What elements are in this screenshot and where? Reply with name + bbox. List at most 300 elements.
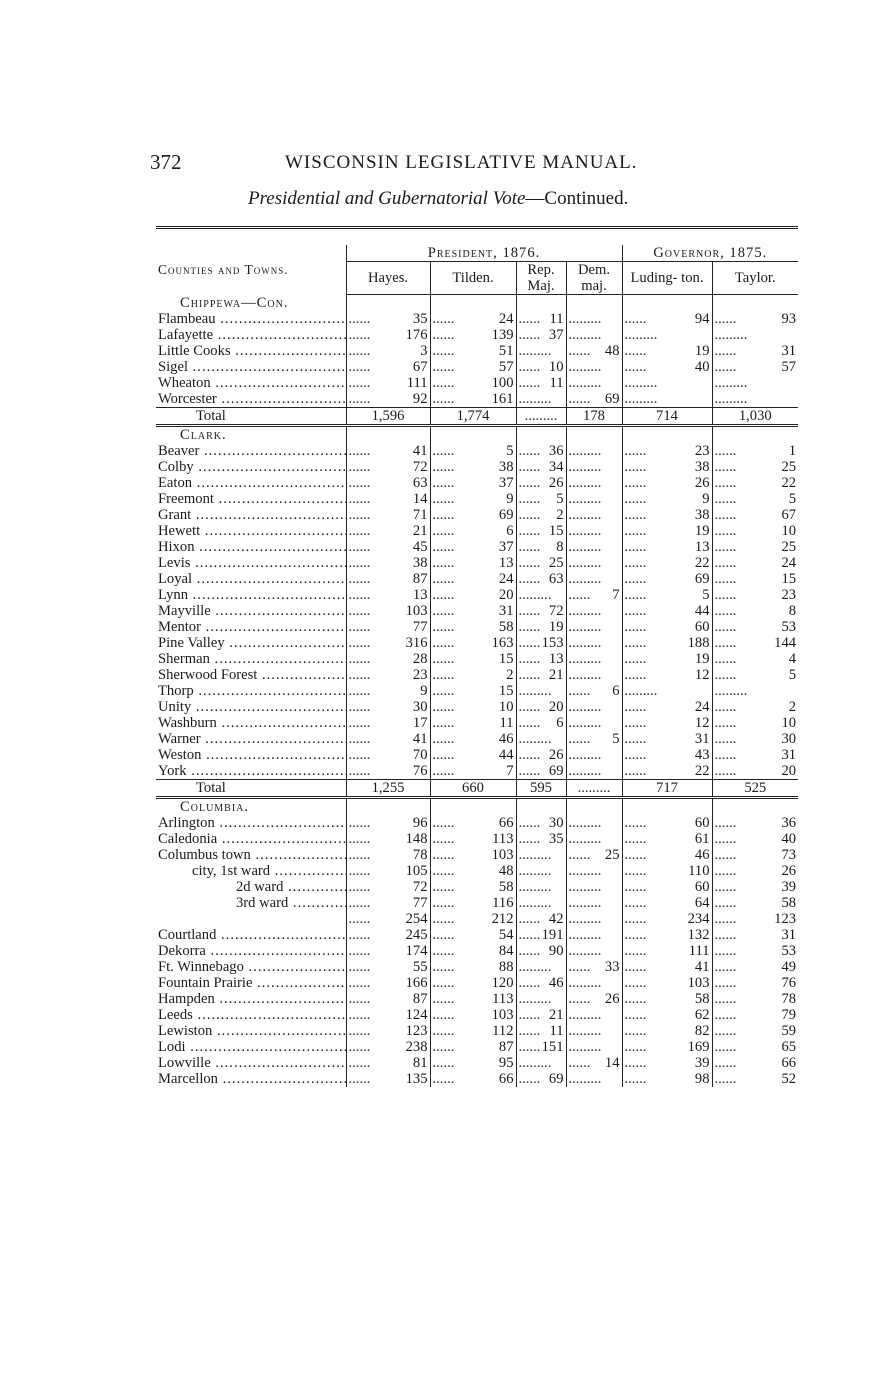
vote-table: [156, 226, 798, 1087]
cell-hayes: ...... 77: [346, 895, 430, 911]
cell-lud: ...... 46: [622, 847, 712, 863]
town-name: [156, 571, 346, 587]
cell-lud: ...... 111: [622, 943, 712, 959]
town-label: Pine Valley: [158, 635, 225, 651]
cell-dem: [566, 1023, 622, 1039]
cell-rep: [516, 895, 566, 911]
town-label: Mentor: [158, 619, 201, 635]
cell-rep: ...... 11: [516, 1023, 566, 1039]
town-name: [156, 327, 346, 343]
cell-dem: ...... 26: [566, 991, 622, 1007]
cell-lud: ...... 9: [622, 491, 712, 507]
running-title: WISCONSIN LEGISLATIVE MANUAL.: [285, 152, 638, 173]
cell-hayes: ...... 78: [346, 847, 430, 863]
town-label: Grant: [158, 507, 192, 523]
cell-dem: [566, 943, 622, 959]
cell-tilden: ...... 113: [430, 831, 516, 847]
town-label: Unity: [158, 699, 192, 715]
table-row: [156, 1023, 798, 1039]
cell-lud: ...... 22: [622, 555, 712, 571]
town-label: Wheaton: [158, 375, 211, 391]
town-label: Lynn: [158, 587, 188, 603]
cell-hayes: ...... 13: [346, 587, 430, 603]
town-name: [156, 943, 346, 959]
town-name: [156, 1071, 346, 1087]
cell-tay: ...... 49: [712, 959, 798, 975]
town-label: Sherwood Forest: [158, 667, 258, 683]
town-name: [156, 343, 346, 359]
town-name: [156, 1007, 346, 1023]
cell-lud: ...... 13: [622, 539, 712, 555]
cell-hayes: ...... 254: [346, 911, 430, 927]
cell-tilden: ...... 9: [430, 491, 516, 507]
cell-dem: ...... 5: [566, 731, 622, 747]
cell-rep: ...... 8: [516, 539, 566, 555]
cell-dem: [566, 491, 622, 507]
town-name: [156, 1039, 346, 1055]
town-label: Loyal: [158, 571, 193, 587]
cell-tay: [712, 375, 798, 391]
cell-lud: ...... 23: [622, 443, 712, 459]
total-row: [156, 408, 798, 426]
town-name: [156, 539, 346, 555]
tilden-header: Tilden.: [430, 262, 516, 295]
cell-dem: [566, 475, 622, 491]
table-row: [156, 555, 798, 571]
town-name: [156, 475, 346, 491]
town-name: [156, 715, 346, 731]
cell-rep: ...... 26: [516, 475, 566, 491]
cell-lud: ...... 12: [622, 667, 712, 683]
ludington-header: Luding- ton.: [622, 262, 712, 295]
cell-tay: ...... 66: [712, 1055, 798, 1071]
cell-hayes: ...... 21: [346, 523, 430, 539]
total-tilden: 660: [430, 780, 516, 798]
table-row: [156, 763, 798, 780]
subtitle-rest: —Continued.: [525, 188, 629, 209]
town-name: [156, 879, 346, 895]
cell-tilden: ...... 46: [430, 731, 516, 747]
cell-rep: ...... 153: [516, 635, 566, 651]
cell-tilden: ...... 103: [430, 847, 516, 863]
cell-tay: [712, 683, 798, 699]
cell-tay: ...... 53: [712, 943, 798, 959]
cell-hayes: ...... 135: [346, 1071, 430, 1087]
cell-hayes: ...... 72: [346, 879, 430, 895]
cell-dem: [566, 375, 622, 391]
cell-tilden: ...... 2: [430, 667, 516, 683]
cell-tilden: ...... 6: [430, 523, 516, 539]
president-header: President, 1876.: [346, 245, 622, 262]
cell-lud: ...... 82: [622, 1023, 712, 1039]
table-row: [156, 831, 798, 847]
cell-lud: ...... 98: [622, 1071, 712, 1087]
table-row: [156, 635, 798, 651]
cell-hayes: ...... 77: [346, 619, 430, 635]
cell-lud: ...... 38: [622, 507, 712, 523]
table-row: [156, 343, 798, 359]
cell-rep: [516, 863, 566, 879]
cell-dem: [566, 895, 622, 911]
town-name: [156, 555, 346, 571]
town-label: Sigel: [158, 359, 188, 375]
cell-hayes: ...... 71: [346, 507, 430, 523]
table-row: [156, 443, 798, 459]
cell-tilden: ...... 54: [430, 927, 516, 943]
cell-dem: [566, 603, 622, 619]
town-label: Thorp: [158, 683, 194, 699]
town-label: Arlington: [158, 815, 215, 831]
table-row: [156, 651, 798, 667]
total-label: Total: [156, 408, 346, 426]
cell-dem: [566, 1039, 622, 1055]
cell-tay: ...... 123: [712, 911, 798, 927]
cell-lud: ...... 61: [622, 831, 712, 847]
cell-lud: ...... 169: [622, 1039, 712, 1055]
table-row: [156, 311, 798, 327]
cell-tay: ...... 59: [712, 1023, 798, 1039]
town-name: [156, 959, 346, 975]
cell-tay: ...... 78: [712, 991, 798, 1007]
town-label: Lodi: [158, 1039, 186, 1055]
cell-tilden: ...... 212: [430, 911, 516, 927]
cell-dem: [566, 359, 622, 375]
cell-hayes: ...... 96: [346, 815, 430, 831]
town-name: [156, 507, 346, 523]
town-name: [156, 523, 346, 539]
cell-hayes: ...... 23: [346, 667, 430, 683]
cell-tay: ...... 25: [712, 539, 798, 555]
town-name: [156, 667, 346, 683]
town-label: Hewett: [158, 523, 201, 539]
table-row: [156, 587, 798, 603]
cell-lud: ...... 39: [622, 1055, 712, 1071]
cell-tay: ...... 30: [712, 731, 798, 747]
cell-lud: ...... 58: [622, 991, 712, 1007]
cell-hayes: ...... 14: [346, 491, 430, 507]
cell-tilden: ...... 10: [430, 699, 516, 715]
table-row: [156, 1039, 798, 1055]
cell-rep: ...... 30: [516, 815, 566, 831]
cell-dem: [566, 667, 622, 683]
cell-rep: ...... 191: [516, 927, 566, 943]
table-row: [156, 475, 798, 491]
cell-dem: [566, 539, 622, 555]
cell-lud: ...... 132: [622, 927, 712, 943]
cell-lud: ...... 64: [622, 895, 712, 911]
cell-dem: ...... 69: [566, 391, 622, 408]
cell-hayes: ...... 63: [346, 475, 430, 491]
dem-maj-header: Dem. maj.: [566, 262, 622, 295]
total-rep: [516, 408, 566, 426]
town-label: Hampden: [158, 991, 215, 1007]
cell-dem: [566, 459, 622, 475]
cell-hayes: ...... 124: [346, 1007, 430, 1023]
table-row: [156, 747, 798, 763]
total-hayes: 1,255: [346, 780, 430, 798]
cell-tay: ...... 58: [712, 895, 798, 911]
cell-rep: ...... 21: [516, 667, 566, 683]
cell-rep: ...... 6: [516, 715, 566, 731]
cell-lud: ...... 40: [622, 359, 712, 375]
cell-hayes: ...... 9: [346, 683, 430, 699]
town-label: Levis: [158, 555, 191, 571]
cell-rep: ...... 63: [516, 571, 566, 587]
cell-lud: ...... 5: [622, 587, 712, 603]
counties-header: Counties and Towns.: [158, 261, 289, 277]
cell-tilden: ...... 100: [430, 375, 516, 391]
total-dem: [566, 780, 622, 798]
cell-rep: [516, 343, 566, 359]
cell-tay: ...... 10: [712, 715, 798, 731]
town-name: [156, 635, 346, 651]
cell-dem: ...... 48: [566, 343, 622, 359]
cell-hayes: ...... 166: [346, 975, 430, 991]
cell-dem: [566, 879, 622, 895]
cell-lud: ...... 69: [622, 571, 712, 587]
cell-lud: ...... 19: [622, 523, 712, 539]
cell-hayes: ...... 76: [346, 763, 430, 780]
cell-lud: ...... 62: [622, 1007, 712, 1023]
cell-tay: ...... 15: [712, 571, 798, 587]
cell-lud: ...... 60: [622, 815, 712, 831]
cell-hayes: ...... 87: [346, 571, 430, 587]
table-row: [156, 731, 798, 747]
town-name: [156, 587, 346, 603]
page-number: 372: [150, 150, 182, 174]
cell-rep: ...... 11: [516, 375, 566, 391]
cell-tay: ...... 31: [712, 343, 798, 359]
cell-tay: ...... 25: [712, 459, 798, 475]
cell-dem: ...... 33: [566, 959, 622, 975]
cell-tilden: ...... 113: [430, 991, 516, 1007]
cell-lud: ...... 43: [622, 747, 712, 763]
cell-dem: [566, 311, 622, 327]
total-dem: 178: [566, 408, 622, 426]
governor-header: Governor, 1875.: [622, 245, 798, 262]
cell-tilden: ...... 31: [430, 603, 516, 619]
town-name: [156, 911, 346, 927]
subtitle-italic: Presidential and Gubernatorial Vote: [248, 188, 526, 209]
cell-tilden: ...... 66: [430, 1071, 516, 1087]
cell-tilden: ...... 112: [430, 1023, 516, 1039]
rep-maj-header: Rep. Maj.: [516, 262, 566, 295]
cell-rep: [516, 731, 566, 747]
town-name: [156, 863, 346, 879]
cell-tay: ...... 144: [712, 635, 798, 651]
cell-lud: ...... 41: [622, 959, 712, 975]
town-label: 2d ward: [236, 879, 284, 895]
town-label: city, 1st ward: [192, 863, 271, 879]
cell-hayes: ...... 35: [346, 311, 430, 327]
town-name: [156, 375, 346, 391]
cell-rep: ...... 25: [516, 555, 566, 571]
cell-tilden: ...... 7: [430, 763, 516, 780]
town-label: Flambeau: [158, 311, 216, 327]
cell-lud: ...... 19: [622, 343, 712, 359]
cell-tilden: ...... 87: [430, 1039, 516, 1055]
cell-tay: ...... 26: [712, 863, 798, 879]
town-label: Fountain Prairie: [158, 975, 253, 991]
table-row: [156, 943, 798, 959]
cell-tilden: ...... 95: [430, 1055, 516, 1071]
town-label: Mayville: [158, 603, 211, 619]
town-label: Washburn: [158, 715, 217, 731]
table-row: [156, 539, 798, 555]
town-label: Hixon: [158, 539, 195, 555]
town-label: Courtland: [158, 927, 217, 943]
table-subtitle: [248, 188, 628, 210]
top-rule: [156, 228, 798, 246]
town-label: Eaton: [158, 475, 193, 491]
cell-hayes: ...... 238: [346, 1039, 430, 1055]
cell-tay: [712, 391, 798, 408]
total-lud: 714: [622, 408, 712, 426]
hayes-header: Hayes.: [346, 262, 430, 295]
cell-dem: [566, 747, 622, 763]
cell-lud: ...... 234: [622, 911, 712, 927]
cell-tilden: ...... 57: [430, 359, 516, 375]
cell-dem: [566, 635, 622, 651]
cell-lud: [622, 375, 712, 391]
cell-dem: [566, 1007, 622, 1023]
cell-rep: ...... 46: [516, 975, 566, 991]
header-row-1: [156, 245, 798, 262]
cell-tay: ...... 93: [712, 311, 798, 327]
cell-hayes: ...... 245: [346, 927, 430, 943]
table-row: [156, 879, 798, 895]
cell-hayes: ...... 174: [346, 943, 430, 959]
cell-lud: ...... 19: [622, 651, 712, 667]
cell-tilden: ...... 11: [430, 715, 516, 731]
cell-hayes: ...... 17: [346, 715, 430, 731]
cell-dem: [566, 651, 622, 667]
table-row: [156, 911, 798, 927]
cell-rep: ...... 37: [516, 327, 566, 343]
cell-dem: ...... 25: [566, 847, 622, 863]
cell-tilden: ...... 20: [430, 587, 516, 603]
cell-tay: ...... 31: [712, 927, 798, 943]
cell-tilden: ...... 69: [430, 507, 516, 523]
cell-hayes: ...... 103: [346, 603, 430, 619]
table-row: [156, 327, 798, 343]
cell-hayes: ...... 28: [346, 651, 430, 667]
cell-rep: [516, 683, 566, 699]
town-label: Little Cooks: [158, 343, 231, 359]
cell-rep: ...... 151: [516, 1039, 566, 1055]
cell-lud: ...... 188: [622, 635, 712, 651]
cell-tay: ...... 53: [712, 619, 798, 635]
town-label: Ft. Winnebago: [158, 959, 244, 975]
cell-tay: [712, 327, 798, 343]
cell-lud: [622, 683, 712, 699]
cell-rep: ...... 5: [516, 491, 566, 507]
cell-rep: [516, 959, 566, 975]
town-name: [156, 927, 346, 943]
table-row: [156, 391, 798, 408]
town-label: 3rd ward: [236, 895, 289, 911]
cell-tay: ...... 4: [712, 651, 798, 667]
cell-dem: [566, 763, 622, 780]
cell-rep: ...... 13: [516, 651, 566, 667]
table-row: [156, 459, 798, 475]
town-name: [156, 311, 346, 327]
cell-rep: ...... 36: [516, 443, 566, 459]
cell-dem: [566, 831, 622, 847]
town-name: [156, 991, 346, 1007]
cell-tilden: ...... 88: [430, 959, 516, 975]
cell-hayes: ...... 38: [346, 555, 430, 571]
town-name: [156, 391, 346, 408]
cell-tilden: ...... 37: [430, 539, 516, 555]
cell-lud: ...... 31: [622, 731, 712, 747]
cell-tilden: ...... 13: [430, 555, 516, 571]
cell-tay: ...... 67: [712, 507, 798, 523]
cell-dem: [566, 1071, 622, 1087]
total-lud: 717: [622, 780, 712, 798]
cell-dem: [566, 699, 622, 715]
total-label: Total: [156, 780, 346, 798]
cell-tay: ...... 52: [712, 1071, 798, 1087]
town-label: Leeds: [158, 1007, 193, 1023]
section-heading-row: [156, 798, 798, 816]
cell-dem: [566, 911, 622, 927]
cell-lud: ...... 60: [622, 879, 712, 895]
town-label: Lafayette: [158, 327, 214, 343]
total-row: [156, 780, 798, 798]
cell-tay: ...... 5: [712, 491, 798, 507]
cell-dem: [566, 619, 622, 635]
cell-lud: ...... 26: [622, 475, 712, 491]
cell-rep: ...... 34: [516, 459, 566, 475]
table-row: [156, 863, 798, 879]
cell-tay: ...... 40: [712, 831, 798, 847]
cell-rep: [516, 991, 566, 1007]
table-row: [156, 815, 798, 831]
cell-dem: ...... 6: [566, 683, 622, 699]
cell-rep: ...... 69: [516, 1071, 566, 1087]
cell-dem: [566, 327, 622, 343]
town-name: [156, 815, 346, 831]
town-name: [156, 895, 346, 911]
cell-lud: ...... 103: [622, 975, 712, 991]
cell-hayes: ...... 105: [346, 863, 430, 879]
town-label: Warner: [158, 731, 201, 747]
taylor-header: Taylor.: [712, 262, 798, 295]
table-row: [156, 683, 798, 699]
table-row: [156, 667, 798, 683]
cell-hayes: ...... 30: [346, 699, 430, 715]
town-name: [156, 619, 346, 635]
cell-tilden: ...... 139: [430, 327, 516, 343]
cell-dem: [566, 443, 622, 459]
cell-lud: [622, 327, 712, 343]
town-label: Caledonia: [158, 831, 218, 847]
cell-dem: [566, 927, 622, 943]
cell-rep: [516, 879, 566, 895]
town-name: [156, 831, 346, 847]
cell-rep: ...... 26: [516, 747, 566, 763]
cell-tay: ...... 20: [712, 763, 798, 780]
cell-tay: ...... 76: [712, 975, 798, 991]
cell-tilden: ...... 84: [430, 943, 516, 959]
town-label: Sherman: [158, 651, 210, 667]
cell-hayes: ...... 316: [346, 635, 430, 651]
cell-tay: ...... 57: [712, 359, 798, 375]
cell-hayes: ...... 81: [346, 1055, 430, 1071]
section-heading: Chippewa—Con.: [180, 295, 289, 311]
total-tilden: 1,774: [430, 408, 516, 426]
